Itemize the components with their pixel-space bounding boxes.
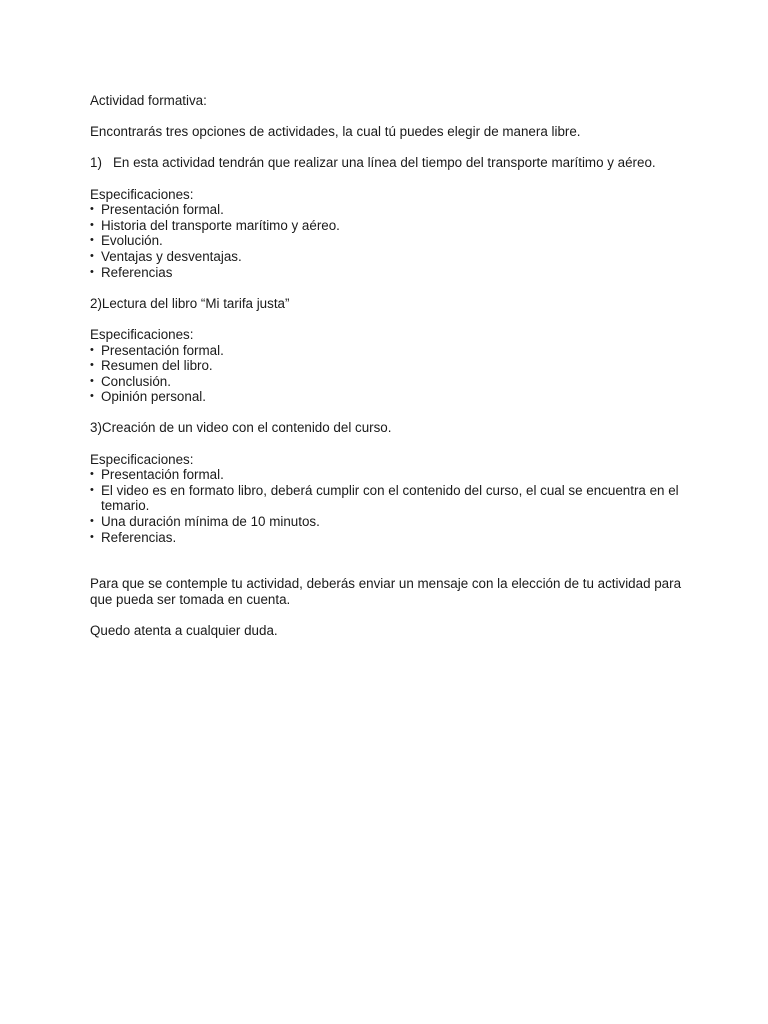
list-item: • Presentación formal. bbox=[90, 202, 224, 218]
list-item: • Ventajas y desventajas. bbox=[90, 248, 242, 264]
option-1-spec-title: Especificaciones: bbox=[90, 186, 194, 202]
bullet-icon: • bbox=[90, 515, 94, 528]
list-item: • El video es en formato libro, deberá cumplir con el contenido del curso, el cual se encuentra en el temario. bbox=[90, 482, 679, 514]
document-page bbox=[90, 93, 690, 639]
signoff: Quedo atenta a cualquier duda. bbox=[90, 623, 278, 639]
bullet-icon: • bbox=[90, 390, 94, 403]
list-item: • Conclusión. bbox=[90, 373, 171, 389]
intro-paragraph: Encontrarás tres opciones de actividades, la cual tú puedes elegir de manera libre. bbox=[90, 124, 581, 140]
list-item: • Opinión personal. bbox=[90, 389, 206, 405]
option-1 bbox=[90, 155, 690, 171]
closing-paragraph: Para que se contemple tu actividad, deberás enviar un mensaje con la elección de tu actividad para que pueda ser tomada en cuenta. bbox=[90, 576, 682, 607]
option-2-spec-title: Especificaciones: bbox=[90, 326, 194, 342]
option-1-text: En esta actividad tendrán que realizar una línea del tiempo del transporte marítimo y aéreo. bbox=[113, 155, 656, 171]
list-item: • Presentación formal. bbox=[90, 467, 224, 483]
list-item: • Una duración mínima de 10 minutos. bbox=[90, 514, 320, 530]
bullet-icon: • bbox=[90, 530, 94, 543]
bullet-icon: • bbox=[90, 468, 94, 481]
bullet-icon: • bbox=[90, 218, 94, 231]
bullet-icon: • bbox=[90, 374, 94, 387]
bullet-icon: • bbox=[90, 249, 94, 262]
option-1-spec-list bbox=[90, 202, 690, 280]
list-item: • Evolución. bbox=[90, 233, 163, 249]
option-3-spec-title: Especificaciones: bbox=[90, 451, 194, 467]
bullet-icon: • bbox=[90, 359, 94, 372]
list-item: • Referencias bbox=[90, 264, 173, 280]
bullet-icon: • bbox=[90, 483, 94, 496]
list-item: • Resumen del libro. bbox=[90, 358, 213, 374]
list-item: • Presentación formal. bbox=[90, 342, 224, 358]
list-item: • Historia del transporte marítimo y aéreo. bbox=[90, 217, 340, 233]
option-2-text: 2)Lectura del libro “Mi tarifa justa” bbox=[90, 295, 290, 311]
option-3-spec-list bbox=[90, 467, 690, 545]
option-1-number: 1) bbox=[90, 155, 102, 171]
bullet-icon: • bbox=[90, 203, 94, 216]
option-2-spec-list bbox=[90, 343, 690, 405]
bullet-icon: • bbox=[90, 265, 94, 278]
list-item: • Referencias. bbox=[90, 529, 177, 545]
document-heading: Actividad formativa: bbox=[90, 93, 207, 108]
bullet-icon: • bbox=[90, 234, 94, 247]
option-3-text: 3)Creación de un video con el contenido del curso. bbox=[90, 420, 392, 436]
bullet-icon: • bbox=[90, 343, 94, 356]
